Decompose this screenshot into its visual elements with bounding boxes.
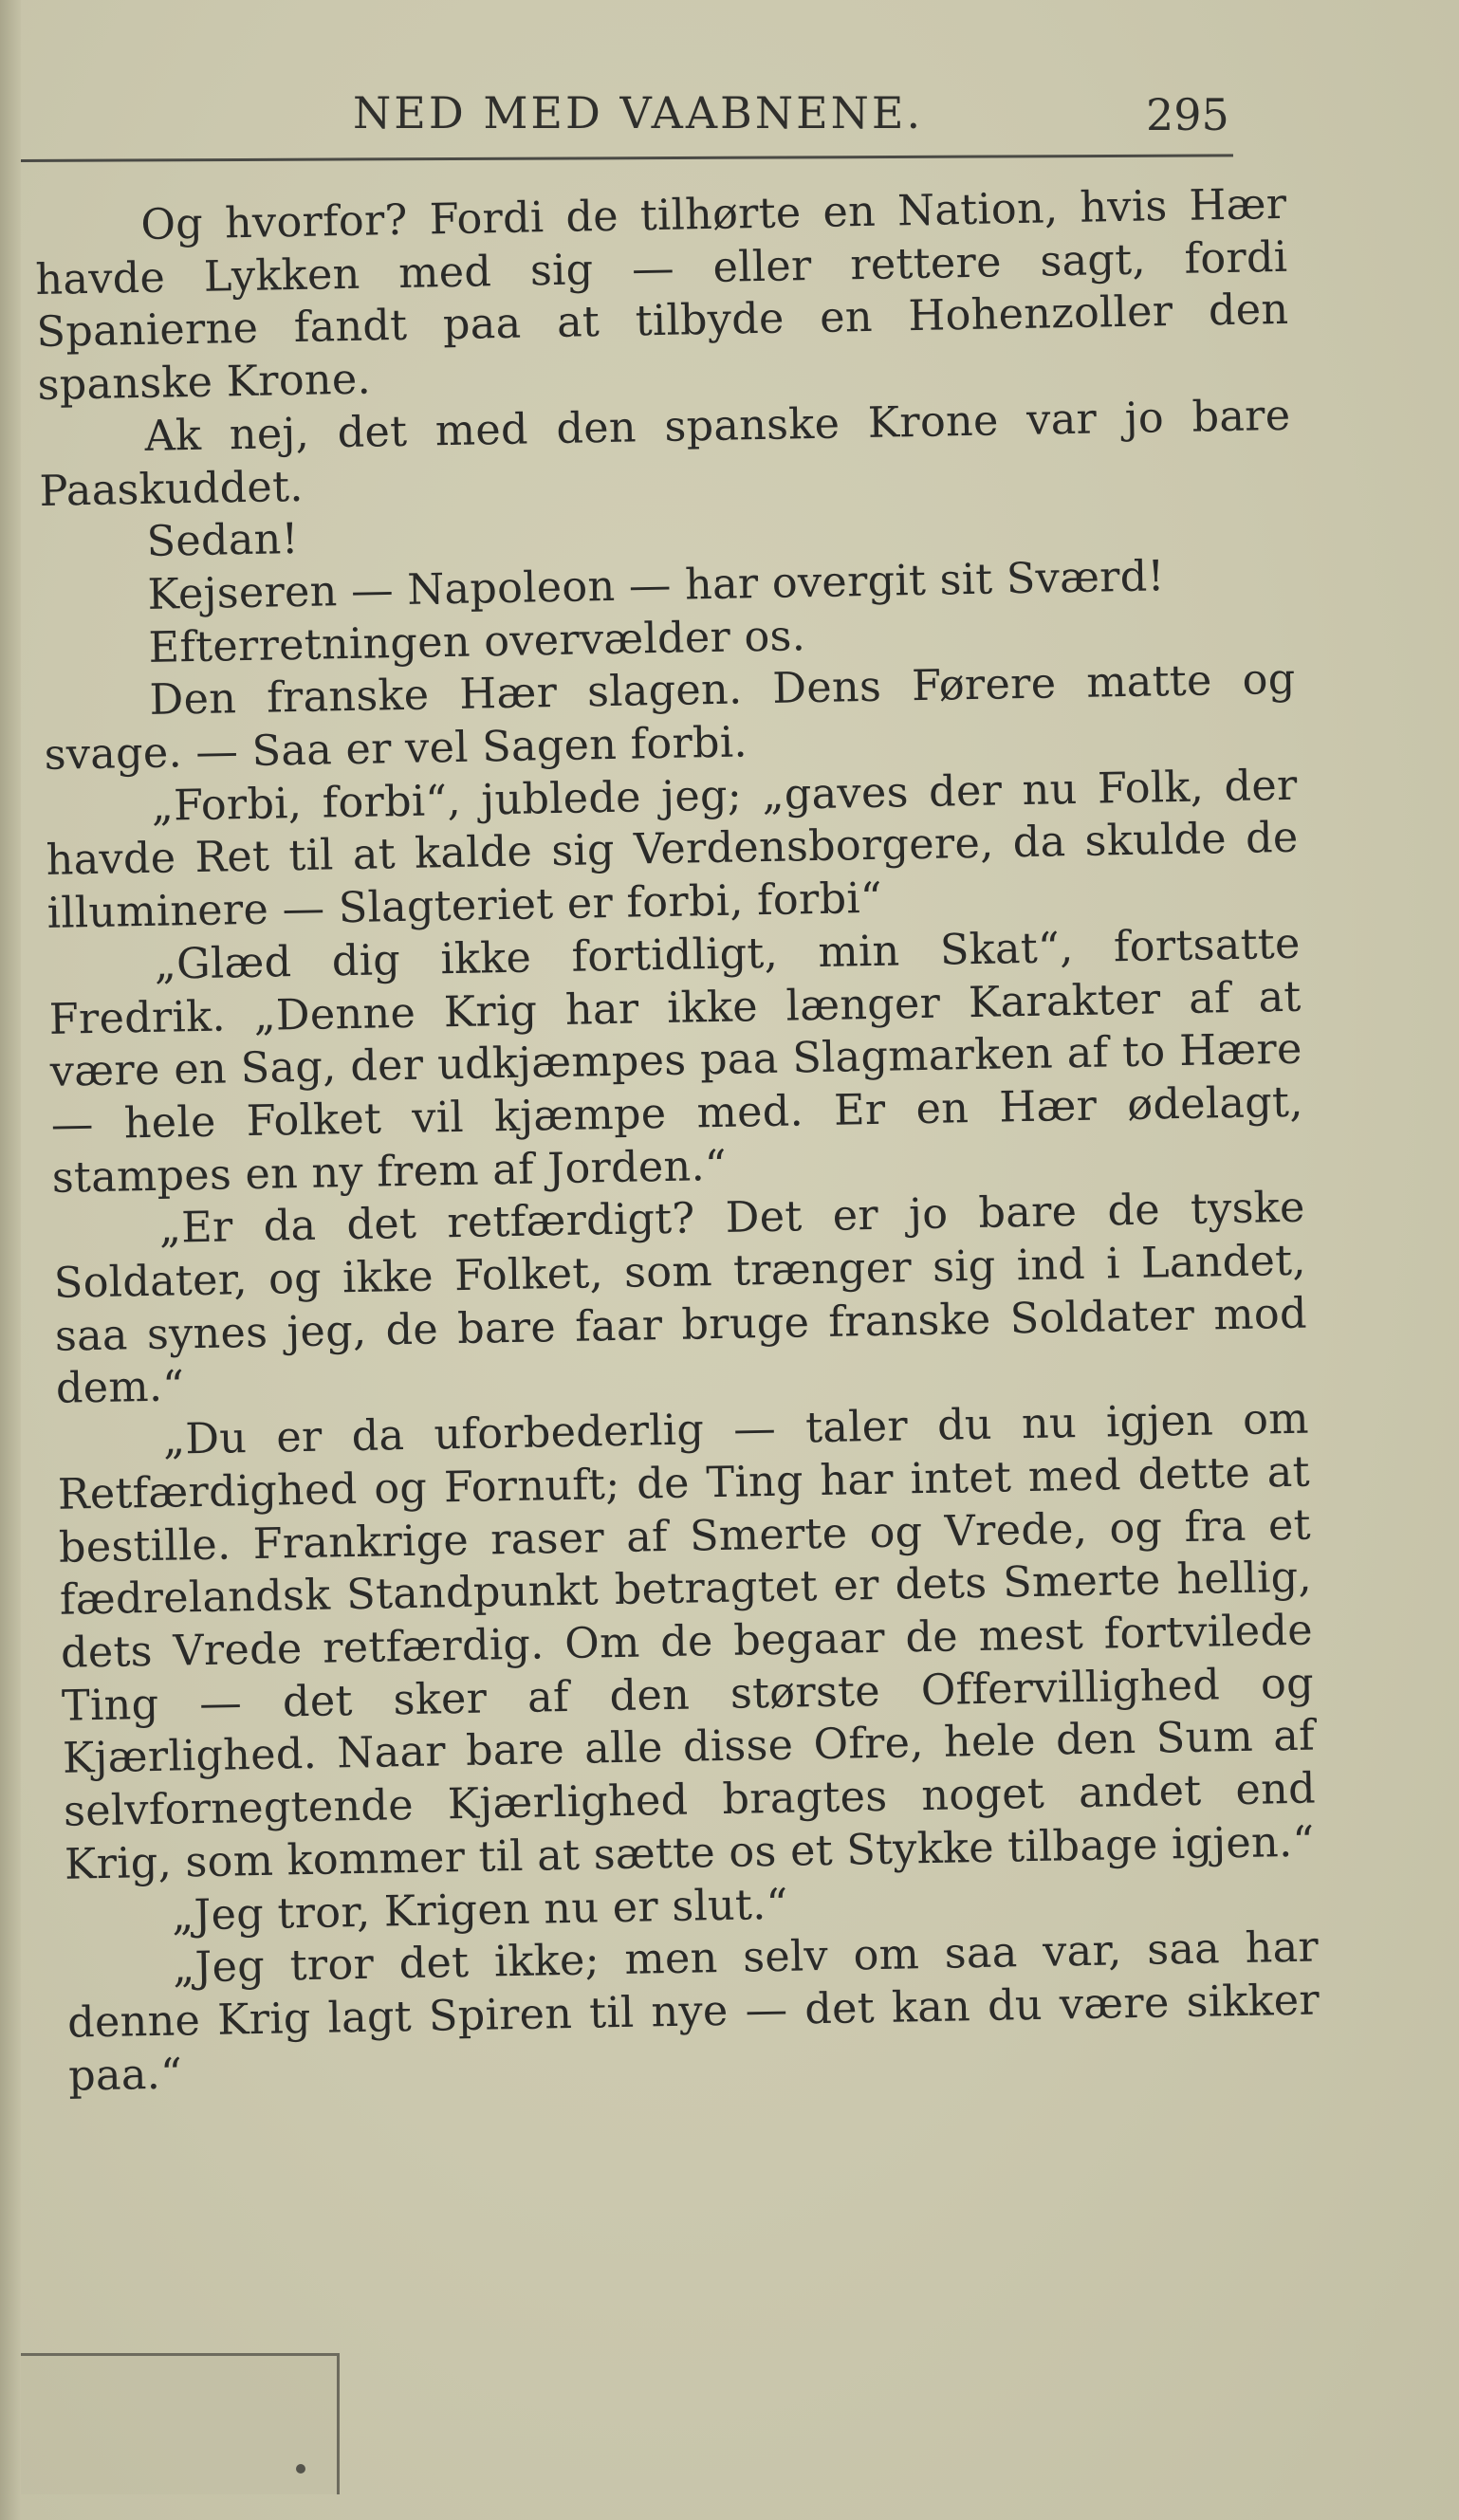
bottom-corner-frame	[21, 2353, 340, 2494]
ink-speck	[296, 2464, 305, 2474]
paragraph: „Forbi, forbi“, jublede jeg; „gaves der nu Folk, der havde Ret til at kalde sig Verdensborgere, da skulde de illuminere — Slagteriet er forbi, forbi“	[46, 761, 1299, 939]
header-rule	[21, 154, 1233, 162]
page-number: 295	[1146, 89, 1229, 140]
paragraph: Efterretningen overvælder os.	[148, 611, 806, 672]
paragraph: Ak nej, det med den spanske Krone var jo bare Paaskuddet.	[39, 391, 1291, 516]
paragraph: Sedan!	[146, 515, 300, 567]
body-text	[34, 178, 1321, 2103]
paragraph: Og hvorfor? Fordi de tilhørte en Nation, hvis Hær havde Lykken med sig — eller rettere sagt, fordi Spanierne fandt paa at tilbyde en Hohenzoller den spanske Krone.	[35, 179, 1289, 411]
running-title: NED MED VAABNENE.	[353, 87, 924, 138]
paragraph: „Glæd dig ikke fortidligt, min Skat“, fortsatte Fredrik. „Denne Krig har ikke længer Karakter af at være en Sag, der udkjæmpes paa Slagmarken af to Hære — hele Folket vil kjæmpe med. Er en Hær ødelagt, stampes en ny frem af Jorden.“	[48, 919, 1304, 1203]
paragraph: Kejseren — Napoleon — har overgit sit Sværd!	[147, 552, 1166, 619]
page-gutter-edge	[0, 0, 21, 2520]
paragraph: „Jeg tror det ikke; men selv om saa var, saa har denne Krig lagt Spiren til nye — det kan du være sikker paa.“	[66, 1922, 1320, 2101]
paragraph: „Du er da uforbederlig — taler du nu igjen om Retfærdighed og Fornuft; de Ting har intet med dette at bestille. Frankrige raser af Smerte og Vrede, og fra et fædrelandsk Standpunkt betragtet er dets Smerte hellig, dets Vrede retfærdig. Om de begaar de mest fortvilede Ting — det sker af den største Offervillighed og Kjærlighed. Naar bare alle disse Ofre, hele den Sum af selvfornegtende Kjærlighed bragtes noget andet end Krig, som kommer til at sætte os et Stykke tilbage igjen.“	[57, 1394, 1317, 1889]
paragraph: „Jeg tror, Krigen nu er slut.“	[171, 1880, 789, 1941]
paragraph: Den franske Hær slagen. Dens Førere matte og svage. — Saa er vel Sagen forbi.	[44, 655, 1296, 780]
paragraph: „Er da det retfærdigt? Det er jo bare de tyske Soldater, og ikke Folket, som trænger sig ind i Landet, saa synes jeg, de bare faar bruge franske Soldater mod dem.“	[53, 1183, 1308, 1414]
